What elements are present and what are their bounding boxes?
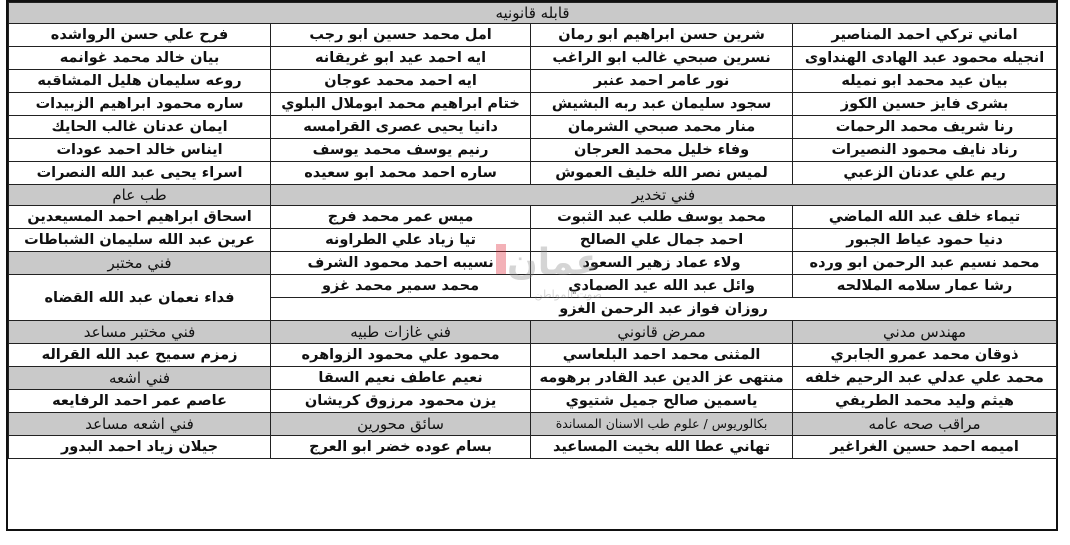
name-cell: بسام عوده خضر ابو العرج bbox=[271, 436, 531, 459]
name-cell: ذوقان محمد عمرو الجابري bbox=[793, 344, 1057, 367]
name-cell: رشا عمار سلامه الملالحه bbox=[793, 275, 1057, 298]
name-cell: رناد نايف محمود النصيرات bbox=[793, 139, 1057, 162]
name-cell: ايه احمد محمد عوجان bbox=[271, 70, 531, 93]
name-cell: رنيم يوسف محمد يوسف bbox=[271, 139, 531, 162]
name-cell: ساره محمود ابراهيم الزبيدات bbox=[9, 93, 271, 116]
name-cell: تهاني عطا الله بخيت المساعيد bbox=[531, 436, 793, 459]
name-cell: امل محمد حسين ابو رجب bbox=[271, 24, 531, 47]
name-cell: ساره احمد محمد ابو سعيده bbox=[271, 162, 531, 185]
name-cell: بيان عيد محمد ابو نميله bbox=[793, 70, 1057, 93]
name-cell: منار محمد صبحي الشرمان bbox=[531, 116, 793, 139]
name-cell: نور عامر احمد عنبر bbox=[531, 70, 793, 93]
name-cell: ايمان عدنان غالب الحايك bbox=[9, 116, 271, 139]
name-cell: شرين حسن ابراهيم ابو رمان bbox=[531, 24, 793, 47]
name-cell: سجود سليمان عبد ربه البشيش bbox=[531, 93, 793, 116]
section-header: مراقب صحه عامه bbox=[793, 413, 1057, 436]
section-header: مهندس مدني bbox=[793, 321, 1057, 344]
name-cell: ولاء عماد زهير السعود bbox=[531, 252, 793, 275]
name-cell: دانيا يحيى عصرى القرامسه bbox=[271, 116, 531, 139]
name-cell: روزان فواز عبد الرحمن الغزو bbox=[271, 298, 1057, 321]
section-legal-midwife: قابله قانونيه bbox=[9, 3, 1057, 24]
names-table bbox=[8, 2, 1057, 459]
name-cell: هيثم وليد محمد الطريفي bbox=[793, 390, 1057, 413]
name-cell: فرح علي حسن الرواشده bbox=[9, 24, 271, 47]
section-anesthesia-tech: فني تخدير bbox=[271, 185, 1057, 206]
watermark-tagline: صوت المواطن bbox=[534, 288, 602, 301]
document-frame bbox=[6, 0, 1058, 531]
name-cell: بشرى فايز حسين الكوز bbox=[793, 93, 1057, 116]
section-header: فني غازات طبيه bbox=[271, 321, 531, 344]
name-cell: ايناس خالد احمد عودات bbox=[9, 139, 271, 162]
name-cell: اميمه احمد حسين الغراغير bbox=[793, 436, 1057, 459]
name-cell: جيلان زياد احمد البدور bbox=[9, 436, 271, 459]
name-cell: زمزم سميح عبد الله القراله bbox=[9, 344, 271, 367]
section-header: بكالوريوس / علوم طب الاسنان المساندة bbox=[531, 413, 793, 436]
name-cell: لميس نصر الله خليف العموش bbox=[531, 162, 793, 185]
name-cell: اسحاق ابراهيم احمد المسيعدين bbox=[9, 206, 271, 229]
name-cell: منتهى عز الدين عبد القادر برهومه bbox=[531, 367, 793, 390]
name-cell: ختام ابراهيم محمد ابوملال البلوي bbox=[271, 93, 531, 116]
name-cell: يزن محمود مرزوق كريشان bbox=[271, 390, 531, 413]
name-cell: بيان خالد محمد غوانمه bbox=[9, 47, 271, 70]
name-cell: اسراء يحيى عبد الله النصرات bbox=[9, 162, 271, 185]
section-radiology-tech: فني اشعه bbox=[9, 367, 271, 390]
name-cell: نعيم عاطف نعيم السقا bbox=[271, 367, 531, 390]
name-cell: تيماء خلف عبد الله الماضي bbox=[793, 206, 1057, 229]
name-cell: عرين عبد الله سليمان الشباطات bbox=[9, 229, 271, 252]
name-cell: محمد نسيم عبد الرحمن ابو ورده bbox=[793, 252, 1057, 275]
section-header: سائق محورين bbox=[271, 413, 531, 436]
name-cell: دنيا حمود عياط الجبور bbox=[793, 229, 1057, 252]
name-cell: محمد علي عدلي عبد الرحيم خلفه bbox=[793, 367, 1057, 390]
name-cell: المثنى محمد احمد البلعاسي bbox=[531, 344, 793, 367]
name-cell: رنا شريف محمد الرحمات bbox=[793, 116, 1057, 139]
name-cell: وفاء خليل محمد العرجان bbox=[531, 139, 793, 162]
name-cell: محمود علي محمود الزواهره bbox=[271, 344, 531, 367]
name-cell: ريم علي عدنان الزعبي bbox=[793, 162, 1057, 185]
watermark-brand: عمان bbox=[507, 242, 600, 283]
name-cell: ايه احمد عيد ابو غريقانه bbox=[271, 47, 531, 70]
name-cell: ياسمين صالح جميل شتيوي bbox=[531, 390, 793, 413]
name-cell: انجيله محمود عبد الهادى الهنداوى bbox=[793, 47, 1057, 70]
name-cell: عاصم عمر احمد الرفايعه bbox=[9, 390, 271, 413]
section-general-medicine: طب عام bbox=[9, 185, 271, 206]
name-cell: نسرين صبحي غالب ابو الراغب bbox=[531, 47, 793, 70]
name-cell: تيا زياد علي الطراونه bbox=[271, 229, 531, 252]
section-header: فني اشعه مساعد bbox=[9, 413, 271, 436]
name-cell: محمد يوسف طلب عبد الثبوت bbox=[531, 206, 793, 229]
name-cell: اماني تركي احمد المناصير bbox=[793, 24, 1057, 47]
name-cell: محمد سمير محمد غزو bbox=[271, 275, 531, 298]
section-header: ممرض قانوني bbox=[531, 321, 793, 344]
section-header: فني مختبر مساعد bbox=[9, 321, 271, 344]
name-cell: وائل عبد الله عيد الصمادي bbox=[531, 275, 793, 298]
name-cell: روعه سليمان هليل المشاقبه bbox=[9, 70, 271, 93]
name-cell: نسيبه احمد محمود الشرف bbox=[271, 252, 531, 275]
name-cell: احمد جمال علي الصالح bbox=[531, 229, 793, 252]
name-cell: ميس عمر محمد فرج bbox=[271, 206, 531, 229]
section-lab-tech: فني مختبر bbox=[9, 252, 271, 275]
name-cell: فداء نعمان عبد الله القضاه bbox=[9, 275, 271, 321]
